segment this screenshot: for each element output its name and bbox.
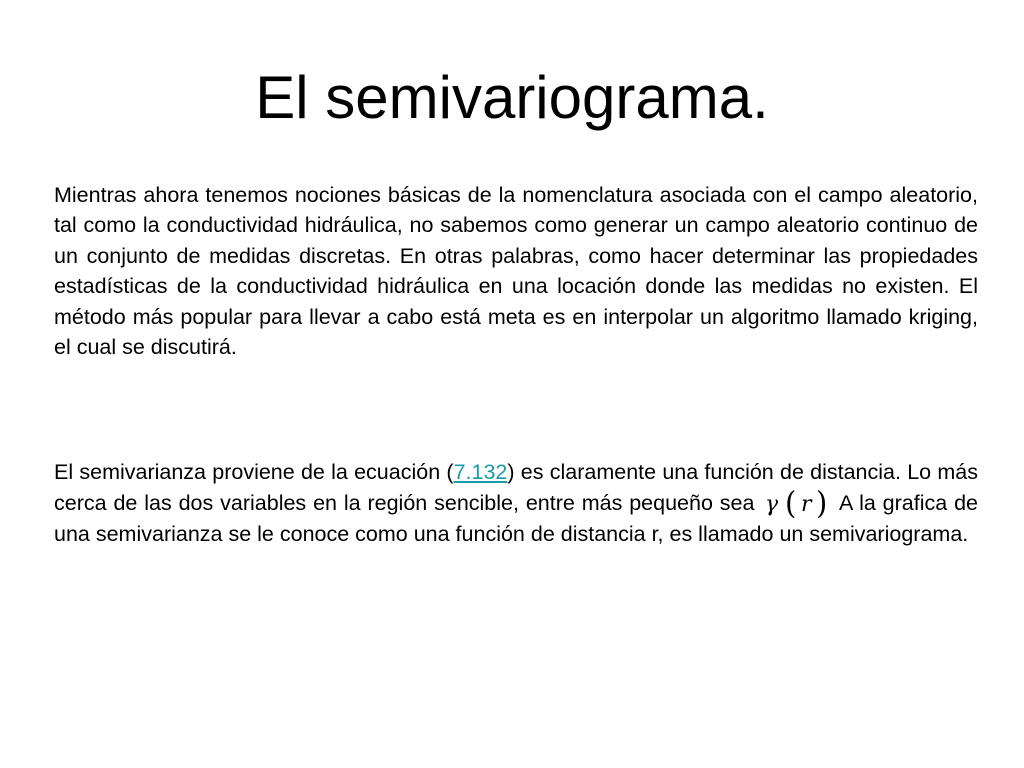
paragraph-intro: Mientras ahora tenemos nociones básicas de la nomenclatura asociada con el campo aleatorio, tal como la conductividad hidráulica, no sabemos como generar un campo aleatorio continuo de un conjunto de medidas discretas. En otras palabras, como hacer determinar las propiedades estadísticas de la conductividad hidráulica en una locación donde las medidas no existen. El método más popular para llevar a cabo está meta es en interpolar un algoritmo llamado kriging, el cual se discutirá. xyxy=(54,183,978,360)
gamma-r-formula-graphic xyxy=(761,487,833,519)
paragraph-text-start: El semivarianza proviene de la ecuación ( xyxy=(54,460,454,484)
gamma-r-formula xyxy=(761,487,833,519)
paragraph-semivarianza xyxy=(54,457,978,550)
paragraph-text-end: A la grafica de una semivarianza se le conoce como una función de distancia r, es llamado un semivariograma. xyxy=(54,491,978,547)
slide-title: El semivariograma. xyxy=(255,64,769,131)
formula-variable-r: r xyxy=(801,492,812,518)
formula-close-paren: ) xyxy=(816,487,828,520)
paragraph-text-middle: ) es claramente una función de distancia. Lo más cerca de las dos variables en la región sencible, entre más pequeño sea xyxy=(54,460,978,516)
equation-reference-link[interactable]: 7.132 xyxy=(453,460,508,484)
formula-open-paren: ( xyxy=(785,487,797,520)
formula-gamma: γ xyxy=(765,492,779,518)
